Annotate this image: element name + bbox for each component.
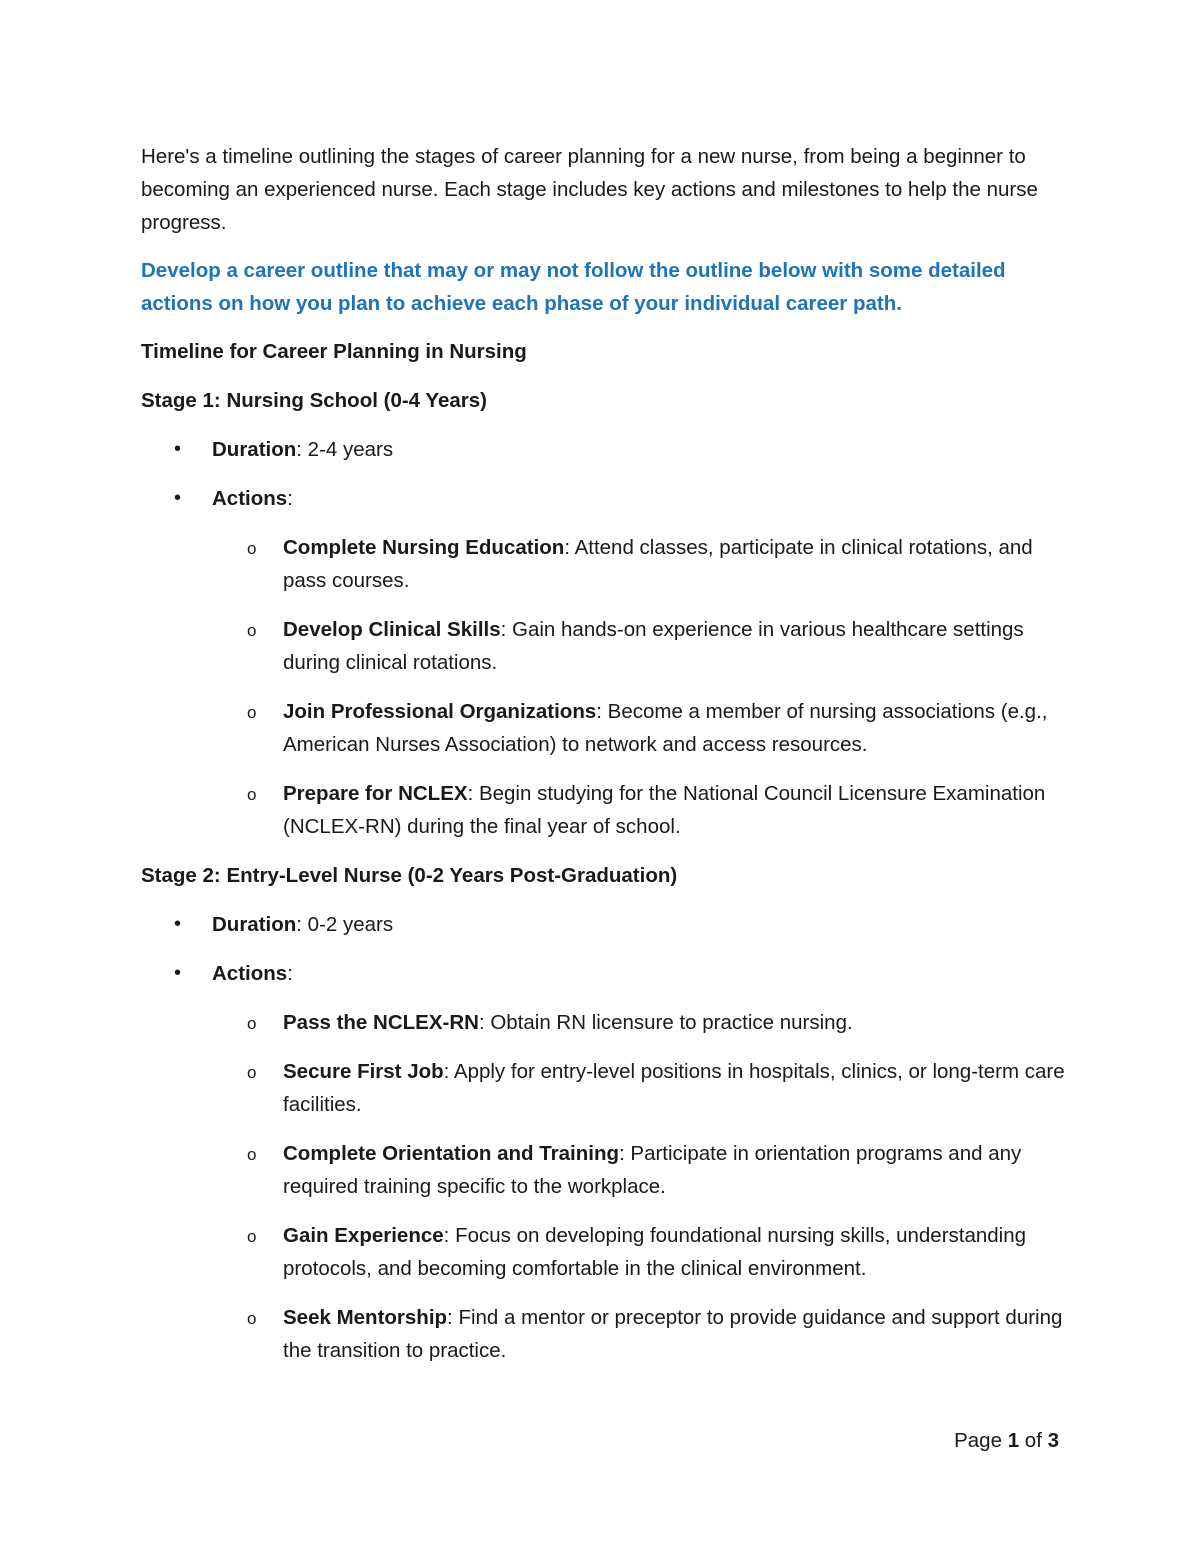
circle-bullet-icon: o (247, 1063, 257, 1082)
actions-label: Actions (212, 962, 288, 985)
duration-value: : 0-2 years (296, 913, 394, 936)
item-label: Develop Clinical Skills (283, 618, 501, 641)
item-label: Prepare for NCLEX (283, 782, 468, 805)
instruction-paragraph: Develop a career outline that may or may not follow the outline below with some detailed actions on how you plan to achieve each phase of your individual career path. (141, 259, 1006, 315)
item-label: Seek Mentorship (283, 1306, 448, 1329)
list-item (141, 531, 1066, 597)
item-text: : Obtain RN licensure to practice nursing. (478, 1011, 853, 1034)
item-label: Pass the NCLEX-RN (283, 1011, 479, 1034)
item-text: : Become a member of nursing associations (e.g., American Nurses Association) to network and access resources. (283, 700, 1048, 756)
stage-1-duration (141, 433, 1066, 466)
stage-2-actions (141, 957, 1066, 990)
item-text: : Gain hands-on experience in various healthcare settings during clinical rotations. (283, 618, 1024, 674)
bullet-icon: • (174, 487, 182, 509)
current-page: 1 (1007, 1429, 1020, 1452)
item-label: Complete Nursing Education (283, 536, 565, 559)
duration-label: Duration (212, 438, 297, 461)
duration-value: : 2-4 years (296, 438, 394, 461)
stage-2-title: Stage 2: Entry-Level Nurse (0-2 Years Post-Graduation) (141, 864, 678, 887)
circle-bullet-icon: o (247, 621, 257, 640)
list-item (141, 777, 1066, 843)
item-label: Gain Experience (283, 1224, 444, 1247)
circle-bullet-icon: o (247, 1014, 257, 1033)
item-text: : Begin studying for the National Council Licensure Examination (NCLEX-RN) during the final year of school. (283, 782, 1046, 838)
page-number (954, 1424, 1059, 1457)
total-pages: 3 (1047, 1429, 1059, 1452)
of-word: of (1019, 1429, 1048, 1452)
circle-bullet-icon: o (247, 1227, 257, 1246)
stage-1-actions (141, 482, 1066, 515)
document-page (141, 140, 1066, 1383)
bullet-icon: • (174, 913, 182, 935)
timeline-title: Timeline for Career Planning in Nursing (141, 340, 527, 363)
bullet-icon: • (174, 962, 182, 984)
circle-bullet-icon: o (247, 703, 257, 722)
list-item (141, 1137, 1066, 1203)
item-text: : Find a mentor or preceptor to provide guidance and support during the transition to practice. (283, 1306, 1063, 1362)
actions-suffix: : (287, 487, 293, 510)
list-item (141, 1301, 1066, 1367)
list-item (141, 613, 1066, 679)
list-item (141, 1055, 1066, 1121)
list-item (141, 1219, 1066, 1285)
actions-label: Actions (212, 487, 288, 510)
page-word: Page (954, 1429, 1008, 1452)
circle-bullet-icon: o (247, 785, 257, 804)
duration-label: Duration (212, 913, 297, 936)
item-text: : Focus on developing foundational nursing skills, understanding protocols, and becoming comfortable in the clinical environment. (283, 1224, 1027, 1280)
item-label: Join Professional Organizations (283, 700, 597, 723)
circle-bullet-icon: o (247, 539, 257, 558)
item-text: : Apply for entry-level positions in hospitals, clinics, or long-term care facilities. (283, 1060, 1065, 1116)
list-item (141, 695, 1066, 761)
stage-1-title: Stage 1: Nursing School (0-4 Years) (141, 389, 487, 412)
list-item (141, 1006, 1066, 1039)
item-label: Secure First Job (283, 1060, 444, 1083)
bullet-icon: • (174, 438, 182, 460)
actions-suffix: : (287, 962, 293, 985)
item-label: Complete Orientation and Training (283, 1142, 619, 1165)
circle-bullet-icon: o (247, 1145, 257, 1164)
item-text: : Participate in orientation programs and any required training specific to the workplace. (283, 1142, 1022, 1198)
circle-bullet-icon: o (247, 1309, 257, 1328)
intro-paragraph: Here's a timeline outlining the stages of career planning for a new nurse, from being a beginner to becoming an experienced nurse. Each stage includes key actions and milestones to help the nurse progress. (141, 145, 1038, 234)
stage-2-duration (141, 908, 1066, 941)
item-text: : Attend classes, participate in clinical rotations, and pass courses. (283, 536, 1033, 592)
